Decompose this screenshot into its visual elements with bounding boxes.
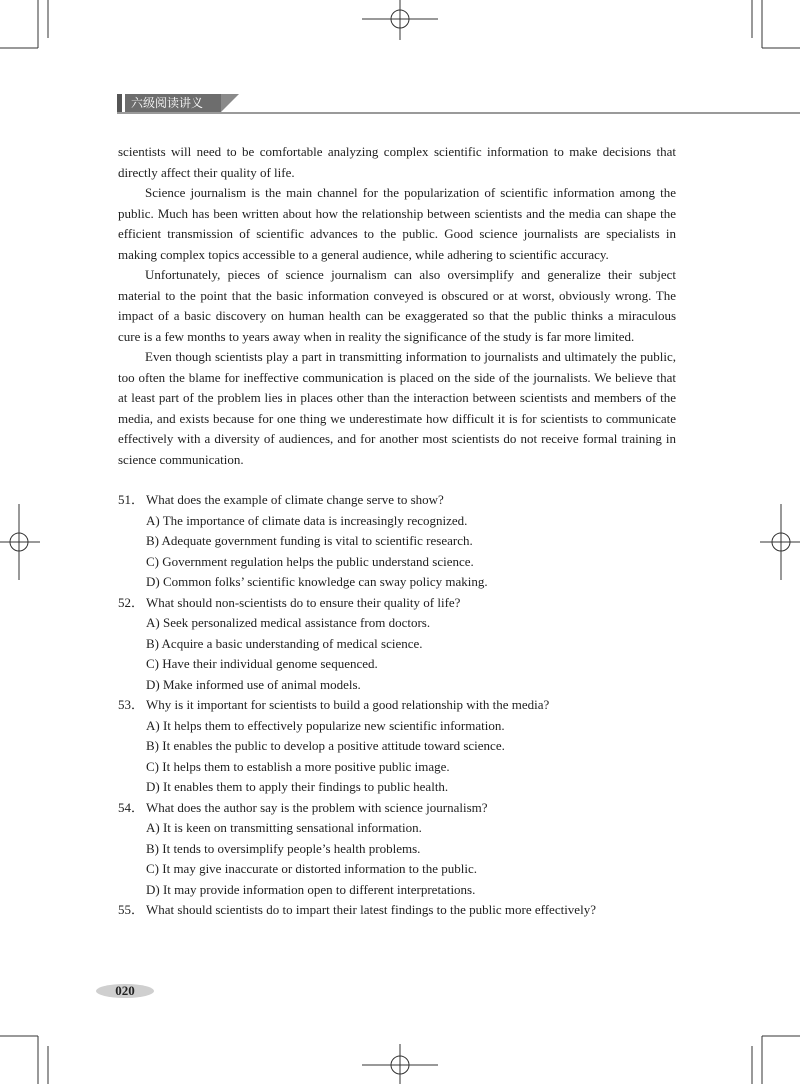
section-header	[117, 92, 247, 114]
header-bar	[117, 94, 122, 112]
page-number: 020	[115, 983, 135, 998]
option-c: C) Have their individual genome sequenced.	[146, 656, 378, 671]
option-b: B) It tends to oversimplify people’s health problems.	[146, 840, 421, 856]
question-53	[118, 695, 676, 798]
option-d: D) It enables them to apply their findings to public health.	[146, 779, 449, 794]
question-54	[118, 798, 676, 901]
question-number: 55．	[118, 902, 145, 917]
paragraph: Unfortunately, pieces of science journalism can also oversimplify and generalize their subject material to the point that the basic information conveyed is obscured or at worst, obviously wrong. The impact of a basic discovery on human health can be exaggerated so that the public thinks a miraculous cure is a few months to years away when in reality the significance of the study is far more limited.	[118, 267, 676, 344]
option-a: A) It is keen on transmitting sensational information.	[146, 820, 422, 835]
header-rule	[117, 112, 800, 114]
paragraph: Even though scientists play a part in transmitting information to journalists and ultimately the public, too often the blame for ineffective communication is placed on the side of the journalists. We believe that at least part of the problem lies in places other than the interaction between scientists and members of the media, and exists because for one thing we underestimate how difficult it is for scientists to communicate effectively with a diversity of audiences, and for another most scientists do not receive formal training in science communication.	[118, 349, 676, 467]
question-stem	[118, 695, 676, 716]
question-number: 54．	[118, 799, 145, 815]
question-text: What should scientists do to impart their latest findings to the public more effectively?	[146, 902, 596, 917]
option-b: B) It enables the public to develop a positive attitude toward science.	[146, 738, 505, 753]
option-d: D) It may provide information open to different interpretations.	[146, 881, 476, 897]
question-stem	[118, 798, 676, 819]
option-b: B) Adequate government funding is vital to scientific research.	[146, 533, 473, 548]
paragraph: scientists will need to be comfortable analyzing complex scientific information to make decisions that directly affect their quality of life.	[118, 144, 676, 180]
question-list	[118, 490, 676, 921]
option-a: A) Seek personalized medical assistance from doctors.	[146, 615, 431, 630]
paragraph: Science journalism is the main channel for the popularization of scientific information among the public. Much has been written about how the relationship between scientists and the media can shape the efficient transmission of scientific advances to the public. Good science journalists are specialists in making complex topics accessible to a general audience, while adhering to scientific accuracy.	[118, 185, 676, 262]
option-c: C) Government regulation helps the public understand science.	[146, 553, 474, 569]
option-d: D) Common folks’ scientific knowledge can sway policy making.	[146, 574, 488, 589]
header-tab-shape	[221, 94, 239, 112]
question-52	[118, 593, 676, 696]
question-number: 53．	[118, 697, 145, 712]
question-51	[118, 490, 676, 593]
option-a: A) It helps them to effectively popularize new scientific information.	[146, 717, 505, 733]
option-a: A) The importance of climate data is increasingly recognized.	[146, 512, 468, 528]
question-number: 52．	[118, 594, 145, 610]
question-number: 51．	[118, 492, 145, 507]
option-c: C) It helps them to establish a more positive public image.	[146, 758, 450, 774]
question-stem	[118, 490, 676, 511]
option-c: C) It may give inaccurate or distorted information to the public.	[146, 861, 478, 876]
question-stem	[118, 900, 676, 921]
passage	[118, 142, 676, 470]
header-label: 六级阅读讲义	[125, 94, 221, 112]
question-stem	[118, 593, 676, 614]
question-text: What does the example of climate change serve to show?	[146, 492, 444, 507]
question-text: Why is it important for scientists to build a good relationship with the media?	[146, 697, 550, 712]
question-55	[118, 900, 676, 921]
question-text: What does the author say is the problem with science journalism?	[146, 799, 488, 815]
question-text: What should non-scientists do to ensure their quality of life?	[146, 594, 461, 610]
option-b: B) Acquire a basic understanding of medical science.	[146, 635, 423, 651]
option-d: D) Make informed use of animal models.	[146, 676, 361, 692]
page-content	[118, 142, 676, 921]
